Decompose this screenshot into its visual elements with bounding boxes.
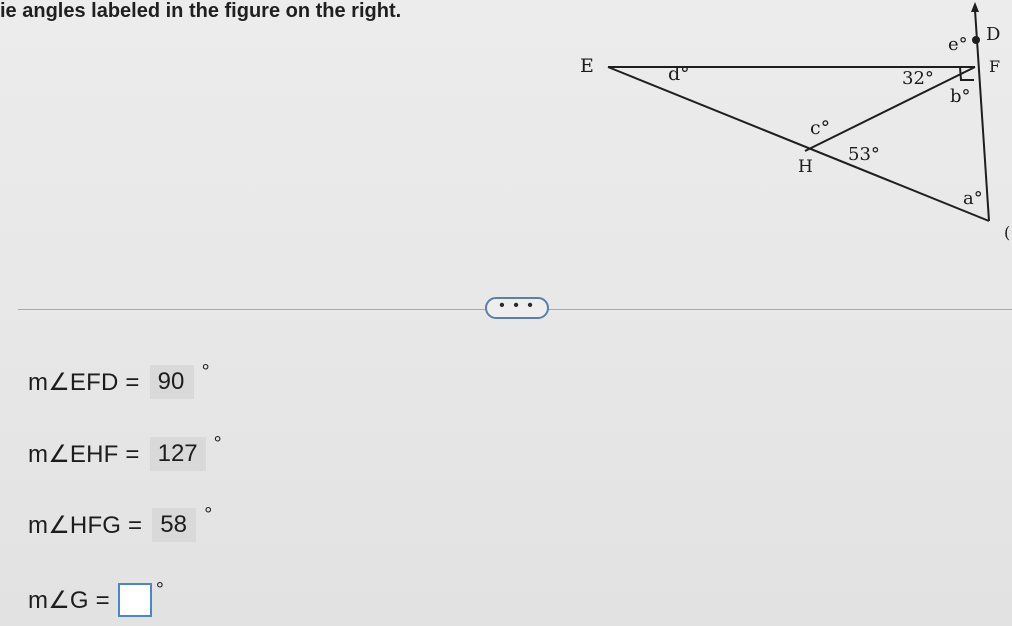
label-d: D bbox=[986, 24, 1001, 45]
label-f: F bbox=[989, 57, 1001, 76]
point-d-dot bbox=[972, 36, 980, 44]
segment-hf bbox=[805, 67, 975, 151]
label-angle-c: c° bbox=[810, 117, 831, 139]
answer-value-field[interactable]: 90 bbox=[150, 365, 194, 399]
label-angle-32: 32° bbox=[902, 68, 934, 89]
answer-row-hfg bbox=[28, 503, 213, 542]
label-angle-a: a° bbox=[963, 188, 983, 209]
answer-value-field[interactable]: 58 bbox=[152, 508, 196, 542]
label-angle-b: b° bbox=[950, 86, 971, 107]
answer-row-efd bbox=[28, 360, 210, 399]
answer-value-field[interactable]: 127 bbox=[150, 437, 206, 471]
geometry-figure bbox=[570, 0, 1012, 250]
answer-expression: m∠HFG = bbox=[28, 511, 143, 539]
answer-expression: m∠EHF = bbox=[28, 440, 140, 468]
degree-symbol: ° bbox=[155, 578, 164, 601]
degree-symbol: ° bbox=[204, 503, 213, 526]
label-angle-d: d° bbox=[668, 63, 690, 85]
label-angle-53: 53° bbox=[848, 144, 880, 165]
label-g-partial: ( bbox=[1004, 223, 1011, 242]
answer-expression: m∠G = bbox=[28, 586, 110, 614]
triangle-diagram bbox=[570, 0, 1012, 250]
degree-symbol: ° bbox=[201, 360, 210, 383]
arrowhead-icon bbox=[971, 2, 979, 12]
label-e: E bbox=[580, 55, 594, 77]
answer-expression: m∠EFD = bbox=[28, 368, 140, 396]
segment-eg bbox=[608, 67, 989, 221]
expand-more-button[interactable]: • • • bbox=[485, 297, 549, 319]
answer-row-ehf bbox=[28, 432, 222, 471]
answer-input-box[interactable] bbox=[118, 583, 152, 617]
label-angle-e: e° bbox=[948, 34, 968, 55]
label-h: H bbox=[798, 157, 813, 177]
answer-row-g bbox=[28, 578, 164, 617]
instruction-text: ie angles labeled in the figure on the right. bbox=[0, 0, 402, 22]
degree-symbol: ° bbox=[213, 432, 222, 455]
